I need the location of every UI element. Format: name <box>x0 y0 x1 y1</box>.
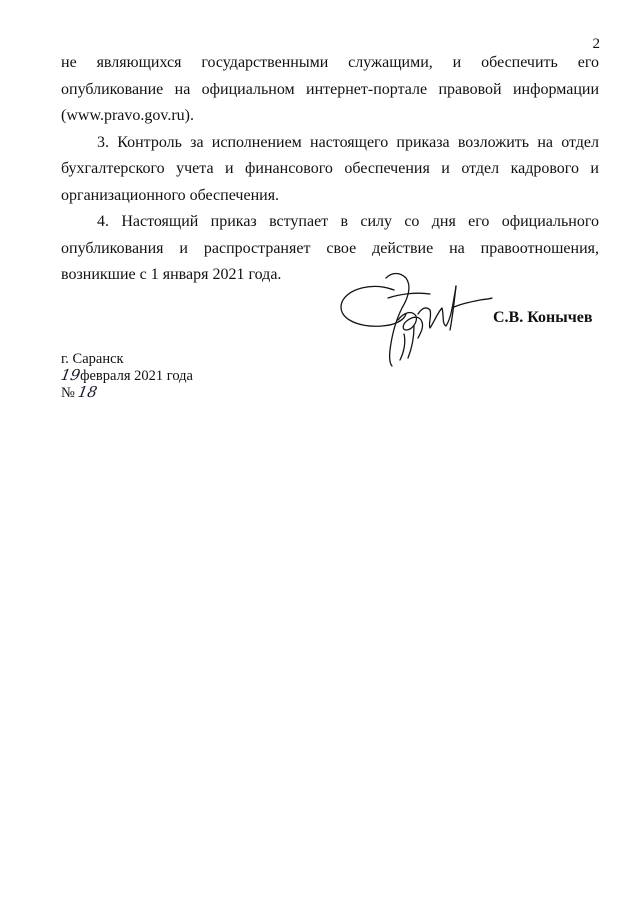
page-number: 2 <box>592 36 600 52</box>
city-line: г. Саранск <box>61 351 124 367</box>
paragraph-4: 4. Настоящий приказ вступает в силу со дня его официального опубликования и распространяет свое действие на правоотношения, возникшие с 1 января 2021 года. <box>61 213 599 283</box>
date-day-handwritten: 19 <box>59 366 82 384</box>
date-line <box>61 367 193 384</box>
handwritten-signature <box>334 268 494 368</box>
paragraph-3: 3. Контроль за исполнением настоящего приказа возложить на отдел бухгалтерского учета и финансового обеспечения и отдел кадрового и организационного обеспечения. <box>61 133 599 204</box>
number-handwritten: 18 <box>76 383 100 401</box>
number-line <box>61 384 193 401</box>
date-rest: февраля 2021 года <box>80 368 193 384</box>
document-body <box>61 50 599 289</box>
paragraph-continued: не являющихся государственными служащими, и обеспечить его опубликование на официальном интернет-портале правовой информации (www.pravo.gov.ru). <box>61 54 599 124</box>
signer-name: С.В. Конычев <box>493 309 593 326</box>
place-date-block <box>61 351 193 401</box>
number-prefix: № <box>61 385 75 401</box>
